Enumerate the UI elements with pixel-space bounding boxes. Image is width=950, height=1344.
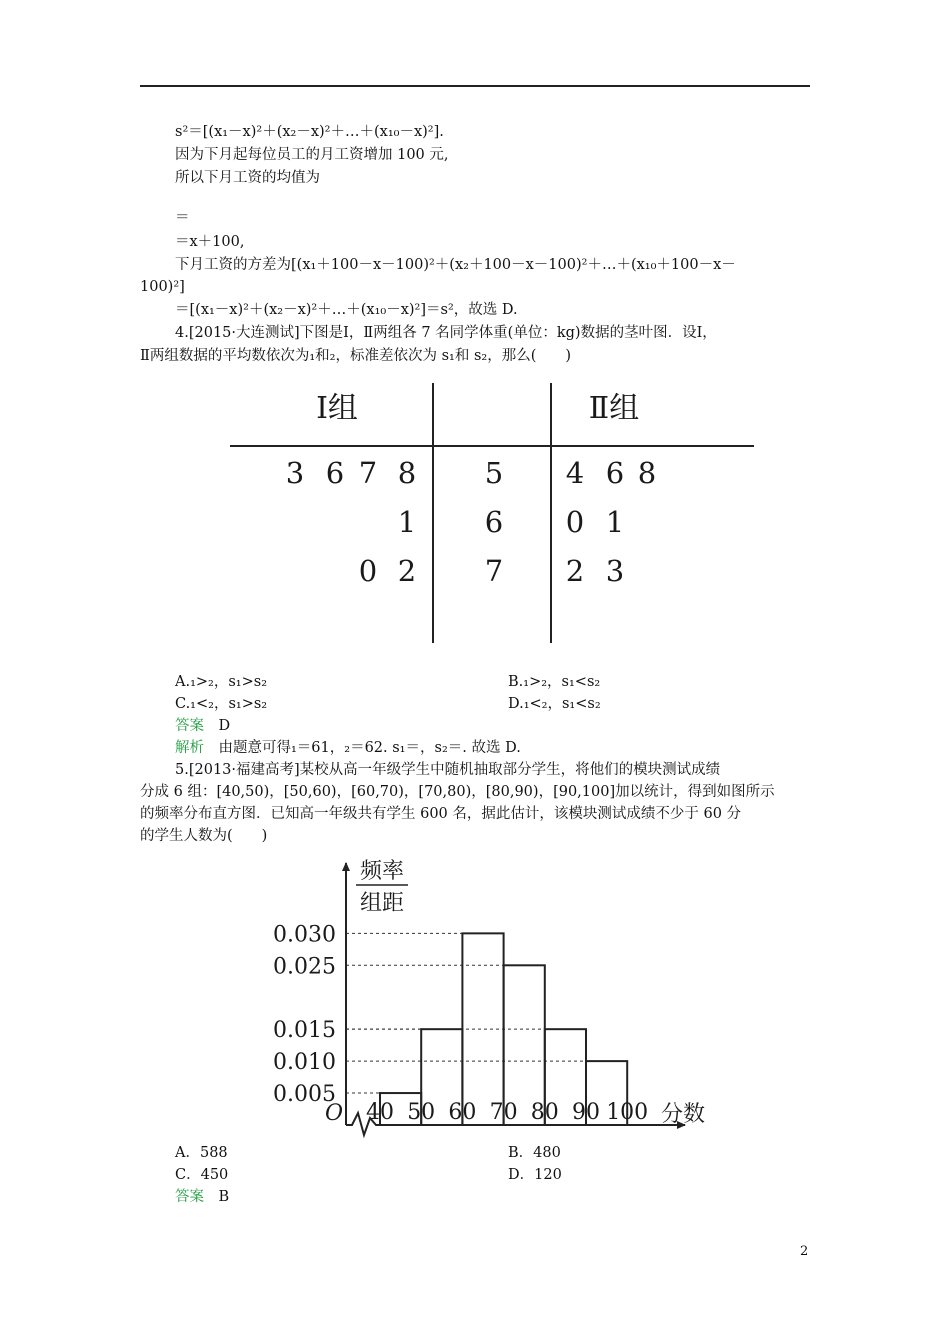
text-line: 因为下月起每位员工的月工资增加 100 元, xyxy=(175,147,449,163)
y-label-top: 频率 xyxy=(359,859,405,884)
leaf-left: 2 xyxy=(397,554,417,588)
text-line: 下月工资的方差为[(x₁＋100－x－100)²＋(x₂＋100－x－100)²＋…＋(x₁₀＋100－x－ xyxy=(175,257,736,273)
leaf-left: 7 xyxy=(358,456,378,490)
answer-label: 答案 xyxy=(175,718,204,734)
header-rule xyxy=(140,85,810,87)
y-label-bottom: 组距 xyxy=(359,891,405,916)
q4-analysis xyxy=(175,738,521,758)
question-5-text: 的频率分布直方图．已知高一年级共有学生 600 名，据此估计，该模块测试成绩不少于 60 分 xyxy=(140,806,742,822)
leaf-left: 1 xyxy=(397,505,417,539)
question-5-text: 分成 6 组：[40,50)，[50,60)，[60,70)，[70,80)，[80,90)，[90,100]加以统计，得到如图所示 xyxy=(140,784,775,800)
leaf-left: 6 xyxy=(325,456,345,490)
q5-option-b: B．480 xyxy=(508,1145,561,1161)
leaf-right: 2 xyxy=(565,554,585,588)
analysis-text: 由题意可得₁＝61，₂＝62. s₁＝，s₂＝. 故选 D. xyxy=(218,740,521,756)
leaf-right: 8 xyxy=(637,456,657,490)
y-tick-label: 0.030 xyxy=(273,922,336,948)
q5-option-a: A．588 xyxy=(175,1145,228,1161)
histogram-bar xyxy=(380,1093,421,1125)
leaf-right: 4 xyxy=(565,456,585,490)
histogram-bar xyxy=(462,933,503,1125)
question-4-text: 4.[2015·大连测试]下图是Ⅰ，Ⅱ两组各 7 名同学体重(单位：kg)数据的茎叶图．设Ⅰ， xyxy=(175,325,717,341)
text-line: ＝ xyxy=(175,210,190,226)
leaf-right: 0 xyxy=(565,505,585,539)
answer-value: B xyxy=(218,1189,230,1205)
leaf-right: 1 xyxy=(605,505,625,539)
histogram-bar xyxy=(545,1029,586,1125)
y-tick-label: 0.010 xyxy=(273,1050,336,1076)
question-5-text: 的学生人数为( ) xyxy=(140,828,268,844)
leaf-left: 0 xyxy=(358,554,378,588)
histogram-bar xyxy=(504,965,545,1125)
x-tick-label: 100 xyxy=(606,1100,649,1125)
x-tick-label: 50 xyxy=(407,1100,436,1125)
histogram-bar xyxy=(586,1061,627,1125)
q4-answer xyxy=(175,716,230,736)
group-1-header: Ⅰ组 xyxy=(316,391,358,426)
answer-value: D xyxy=(218,718,231,734)
question-5-text: 5.[2013·福建高考]某校从高一年级学生中随机抽取部分学生，将他们的模块测试成绩 xyxy=(175,762,721,778)
q4-option-c: C.₁<₂，s₁>s₂ xyxy=(175,696,268,712)
leaf-left: 8 xyxy=(397,456,417,490)
q4-option-b: B.₁>₂，s₁<s₂ xyxy=(508,674,601,690)
q4-option-a: A.₁>₂，s₁>s₂ xyxy=(175,674,268,690)
q5-answer xyxy=(175,1187,229,1207)
leaf-left: 3 xyxy=(285,456,305,490)
stem-value: 5 xyxy=(484,456,504,490)
histogram-bar xyxy=(421,1029,462,1125)
y-tick-label: 0.015 xyxy=(273,1018,336,1044)
x-tick-label: 90 xyxy=(572,1100,600,1125)
origin-label: O xyxy=(324,1101,344,1126)
y-tick-label: 0.025 xyxy=(273,954,336,980)
question-4-text: Ⅱ两组数据的平均数依次为₁和₂，标准差依次为 s₁和 s₂，那么( ) xyxy=(140,348,572,364)
analysis-label: 解析 xyxy=(175,740,204,756)
stem-value: 7 xyxy=(484,554,504,588)
page-number: 2 xyxy=(800,1244,809,1259)
leaf-right: 3 xyxy=(605,554,625,588)
q5-option-d: D．120 xyxy=(508,1167,562,1183)
leaf-right: 6 xyxy=(605,456,625,490)
q4-option-d: D.₁<₂，s₁<s₂ xyxy=(508,696,601,712)
text-line: ＝x＋100, xyxy=(175,234,245,250)
text-line: 100)²] xyxy=(140,279,185,295)
text-line: s²＝[(x₁－x)²＋(x₂－x)²＋…＋(x₁₀－x)²]. xyxy=(175,124,444,140)
x-tick-label: 60 xyxy=(448,1100,477,1125)
x-tick-label: 40 xyxy=(366,1100,394,1125)
answer-label: 答案 xyxy=(175,1189,204,1205)
x-tick-label: 80 xyxy=(530,1100,559,1125)
q5-option-c: C．450 xyxy=(175,1167,229,1183)
group-2-header: Ⅱ组 xyxy=(588,391,640,426)
x-axis xyxy=(346,1113,685,1135)
y-tick-label: 0.005 xyxy=(273,1082,336,1108)
text-line: ＝[(x₁－x)²＋(x₂－x)²＋…＋(x₁₀－x)²]＝s²，故选 D. xyxy=(175,302,518,318)
x-axis-label: 分数 xyxy=(660,1102,706,1127)
stem-value: 6 xyxy=(484,505,504,539)
x-tick-label: 70 xyxy=(489,1100,518,1125)
text-line: 所以下月工资的均值为 xyxy=(175,170,320,186)
